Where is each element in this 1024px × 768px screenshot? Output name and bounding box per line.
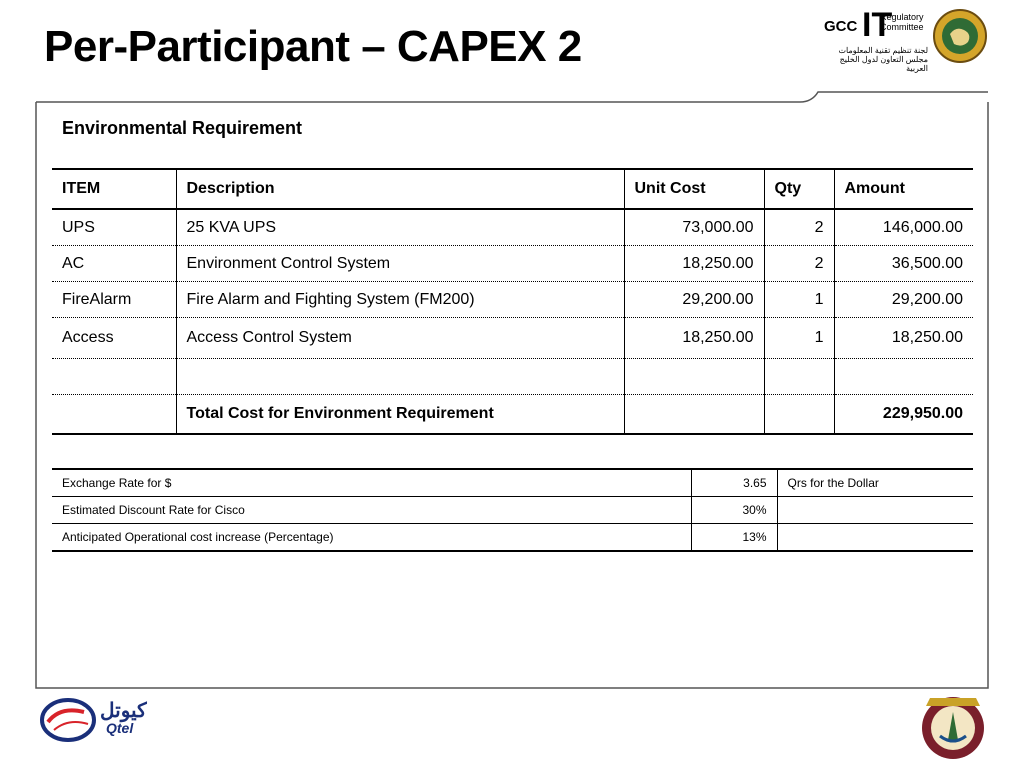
gcc-regulatory-committee (880, 12, 924, 32)
table-row (52, 318, 973, 359)
gcc-it-logo (820, 6, 990, 73)
cell-description: Access Control System (176, 318, 624, 359)
rates-row (52, 497, 973, 524)
rates-row (52, 469, 973, 497)
cell-item: AC (52, 246, 176, 282)
cell-unit-cost: 18,250.00 (624, 318, 764, 359)
qtel-logo (40, 692, 160, 746)
cell-empty (834, 359, 973, 395)
cell-item: UPS (52, 209, 176, 246)
cell-qty: 2 (764, 246, 834, 282)
cell-empty (52, 395, 176, 435)
cell-amount: 29,200.00 (834, 282, 973, 318)
cell-unit-cost: 73,000.00 (624, 209, 764, 246)
rate-note: Qrs for the Dollar (777, 469, 973, 497)
gcc-prefix: GCC (824, 18, 858, 35)
cell-qty: 1 (764, 318, 834, 359)
cell-empty (176, 359, 624, 395)
total-label: Total Cost for Environment Requirement (176, 395, 624, 435)
cell-empty (624, 395, 764, 435)
rates-row (52, 524, 973, 552)
qtel-english-text: Qtel (106, 720, 134, 736)
cell-unit-cost: 18,250.00 (624, 246, 764, 282)
section-title: Environmental Requirement (62, 118, 303, 138)
total-row (52, 395, 973, 435)
gcc-arabic-text (820, 46, 928, 73)
cell-item: Access (52, 318, 176, 359)
rate-value: 13% (691, 524, 777, 552)
cell-qty: 1 (764, 282, 834, 318)
rate-label: Estimated Discount Rate for Cisco (52, 497, 691, 524)
cell-amount: 146,000.00 (834, 209, 973, 246)
header-amount: Amount (834, 169, 973, 209)
rate-label: Exchange Rate for $ (52, 469, 691, 497)
rate-label: Anticipated Operational cost increase (Percentage) (52, 524, 691, 552)
slide-title: Per-Participant – CAPEX 2 (44, 22, 582, 71)
gcc-arabic-line2: مجلس التعاون لدول الخليج العربية (839, 55, 928, 73)
table-header-row (52, 169, 973, 209)
header-description: Description (176, 169, 624, 209)
environment-cost-table (52, 168, 973, 435)
cell-empty (52, 359, 176, 395)
header-unit-cost: Unit Cost (624, 169, 764, 209)
cell-description: Environment Control System (176, 246, 624, 282)
header-qty: Qty (764, 169, 834, 209)
header-item: ITEM (52, 169, 176, 209)
rate-note (777, 497, 973, 524)
cell-unit-cost: 29,200.00 (624, 282, 764, 318)
gcc-it-text: IT (862, 6, 893, 44)
cell-description: Fire Alarm and Fighting System (FM200) (176, 282, 624, 318)
table-row (52, 246, 973, 282)
gcc-regulatory-text: Regulatory (880, 12, 924, 22)
cell-amount: 36,500.00 (834, 246, 973, 282)
state-of-qatar-seal-icon (920, 690, 986, 762)
table-row (52, 209, 973, 246)
cell-amount: 18,250.00 (834, 318, 973, 359)
cell-qty: 2 (764, 209, 834, 246)
qtel-swirl-icon (40, 692, 96, 746)
table-row-empty (52, 359, 973, 395)
rate-value: 3.65 (691, 469, 777, 497)
gcc-emblem-icon (932, 8, 988, 64)
gcc-arabic-line1: لجنة تنظيم تقنية المعلومات (838, 46, 928, 55)
cell-item: FireAlarm (52, 282, 176, 318)
rates-table (52, 468, 973, 552)
total-amount: 229,950.00 (834, 395, 973, 435)
cell-empty (764, 395, 834, 435)
cell-empty (624, 359, 764, 395)
table-row (52, 282, 973, 318)
qtel-arabic-text: كيوتل (100, 700, 147, 722)
rate-note (777, 524, 973, 552)
gcc-committee-text: Committee (880, 22, 924, 32)
rate-value: 30% (691, 497, 777, 524)
cell-empty (764, 359, 834, 395)
cell-description: 25 KVA UPS (176, 209, 624, 246)
